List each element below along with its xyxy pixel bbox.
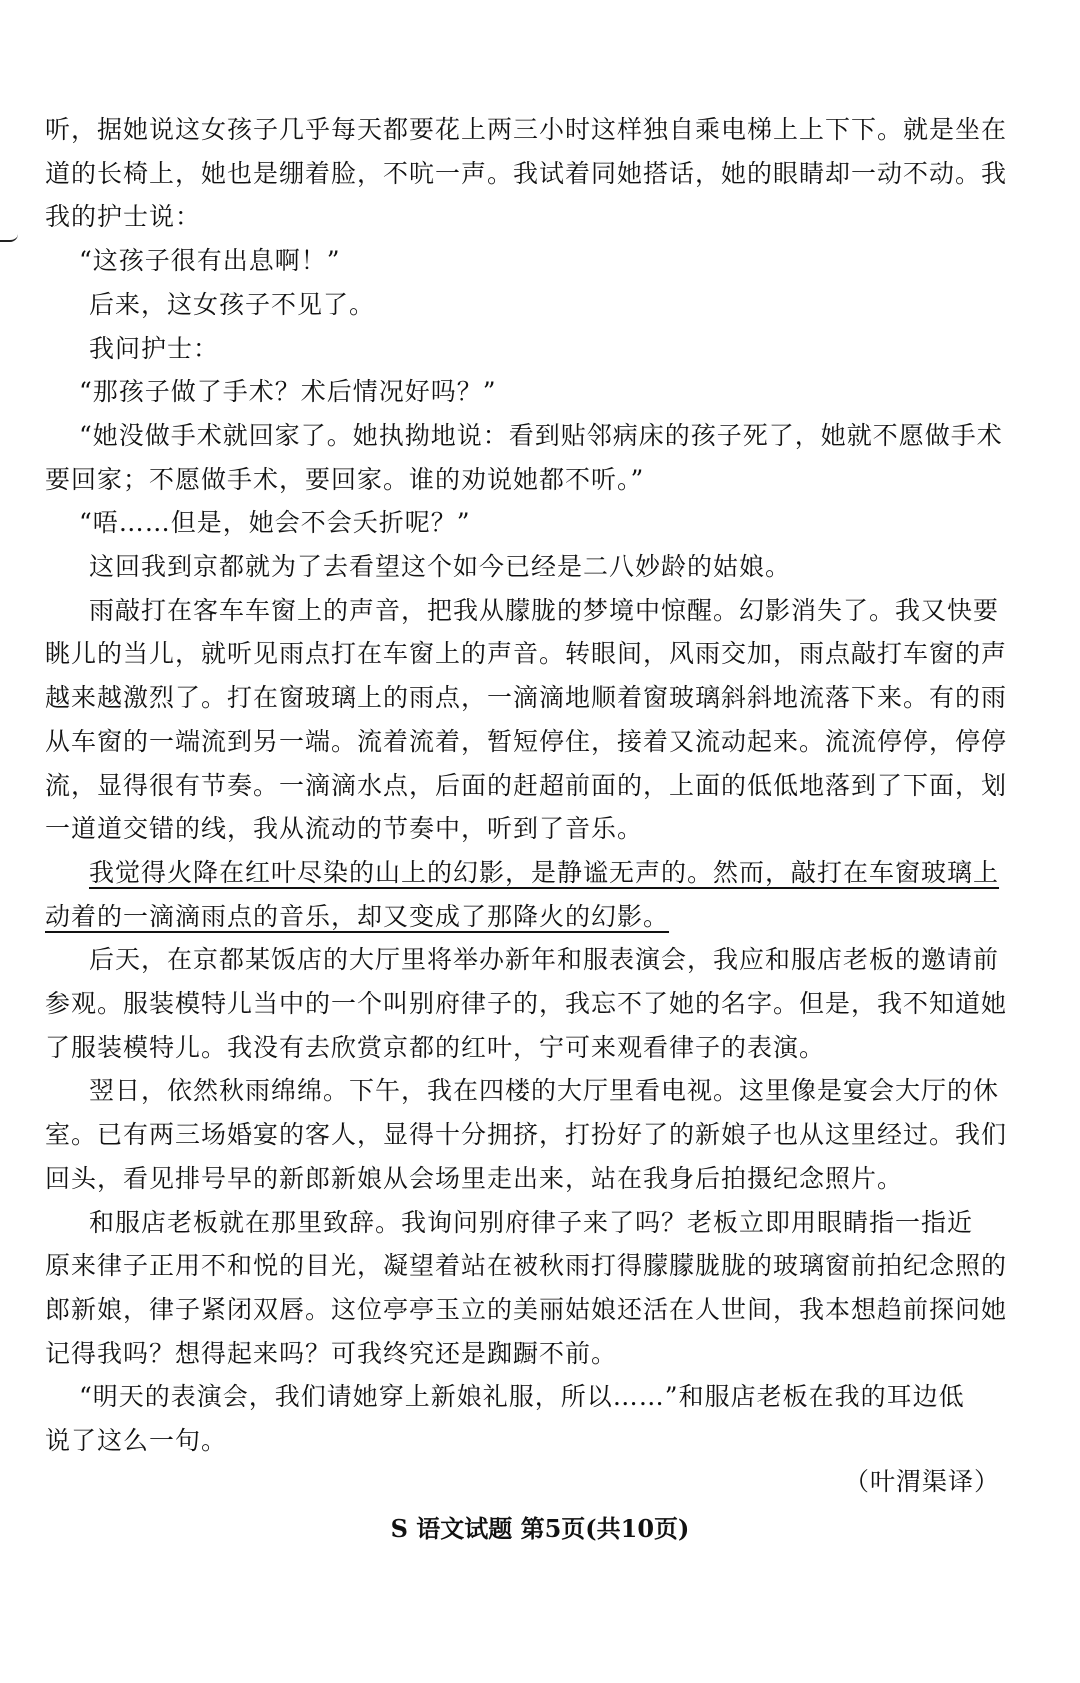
text-line: “唔……但是，她会不会夭折呢？” <box>79 508 471 538</box>
text-line: 说了这么一句。 <box>45 1426 228 1455</box>
text-line: 我问护士： <box>89 333 220 363</box>
text-line: 从车窗的一端流到另一端。流着流着，暂短停住，接着又流动起来。流流停停，停停 <box>45 726 1008 756</box>
text-line: “明天的表演会，我们请她穿上新娘礼服，所以……”和服店老板在我的耳边低 <box>79 1382 965 1412</box>
text-line: 雨敲打在客车车窗上的声音，把我从朦胧的梦境中惊醒。幻影消失了。我又快要 <box>89 595 1000 625</box>
text-line: 后天，在京都某饭店的大厅里将举办新年和服表演会，我应和服店老板的邀请前 <box>89 945 1000 975</box>
underlined-text-line: 动着的一滴滴雨点的音乐，却又变成了那降火的幻影。 <box>45 901 670 931</box>
text-line: 室。已有两三场婚宴的客人，显得十分拥挤，打扮好了的新娘子也从这里经过。我们 <box>45 1120 1008 1150</box>
text-line: 越来越激烈了。打在窗玻璃上的雨点，一滴滴地顺着窗玻璃斜斜地流落下来。有的雨 <box>45 683 1008 713</box>
text-line: 了服装模特儿。我没有去欣赏京都的红叶，宁可来观看律子的表演。 <box>45 1032 826 1062</box>
text-line: 听，据她说这女孩子几乎每天都要花上两三小时这样独自乘电梯上上下下。就是坐在 <box>45 115 1008 144</box>
underlined-text-line: 我觉得火降在红叶尽染的山上的幻影，是静谧无声的。然而，敲打在车窗玻璃上 <box>89 857 1000 887</box>
text-line: 要回家；不愿做手术，要回家。谁的劝说她都不听。” <box>45 464 645 494</box>
text-line: 和服店老板就在那里致辞。我询问别府律子来了吗？老板立即用眼睛指一指近 <box>89 1207 974 1237</box>
text-line: 眺儿的当儿，就听见雨点打在车窗上的声音。转眼间，风雨交加，雨点敲打车窗的声 <box>45 639 1008 669</box>
translator-credit: （叶渭渠译） <box>843 1467 1000 1496</box>
text-line: 流，显得很有节奏。一滴滴水点，后面的赶超前面的，上面的低低地落到了下面，划 <box>45 770 1008 800</box>
text-line: 参观。服装模特儿当中的一个叫别府律子的，我忘不了她的名字。但是，我不知道她 <box>45 989 1008 1018</box>
text-line: “那孩子做了手术？术后情况好吗？” <box>79 377 497 407</box>
text-line: 回头，看见排号早的新郎新娘从会场里走出来，站在我身后拍摄纪念照片。 <box>45 1163 904 1193</box>
text-line: 一道道交错的线，我从流动的节奏中，听到了音乐。 <box>45 814 644 844</box>
text-line: 原来律子正用不和悦的目光，凝望着站在被秋雨打得朦朦胧胧的玻璃窗前拍纪念照的 <box>45 1251 1008 1281</box>
text-line: 郎新娘，律子紧闭双唇。这位亭亭玉立的美丽姑娘还活在人世间，我本想趋前探问她 <box>45 1294 1008 1324</box>
text-line: “她没做手术就回家了。她执拗地说：看到贴邻病床的孩子死了，她就不愿做手术 <box>79 420 1003 450</box>
text-line: 这回我到京都就为了去看望这个如今已经是二八妙龄的姑娘。 <box>89 552 792 581</box>
text-line: 翌日，依然秋雨绵绵。下午，我在四楼的大厅里看电视。这里像是宴会大厅的休 <box>89 1076 1000 1106</box>
margin-pen-mark <box>0 234 18 242</box>
text-line: “这孩子很有出息啊！” <box>79 246 341 276</box>
page-footer: S 语文试题 第5页(共10页) <box>390 1514 690 1543</box>
article-body <box>45 0 1020 1683</box>
text-line: 道的长椅上，她也是绷着脸，不吭一声。我试着同她搭话，她的眼睛却一动不动。我 <box>45 158 1008 188</box>
text-line: 记得我吗？想得起来吗？可我终究还是踟蹰不前。 <box>45 1338 618 1368</box>
text-line: 后来，这女孩子不见了。 <box>89 289 376 319</box>
text-line: 我的护士说： <box>45 202 202 232</box>
